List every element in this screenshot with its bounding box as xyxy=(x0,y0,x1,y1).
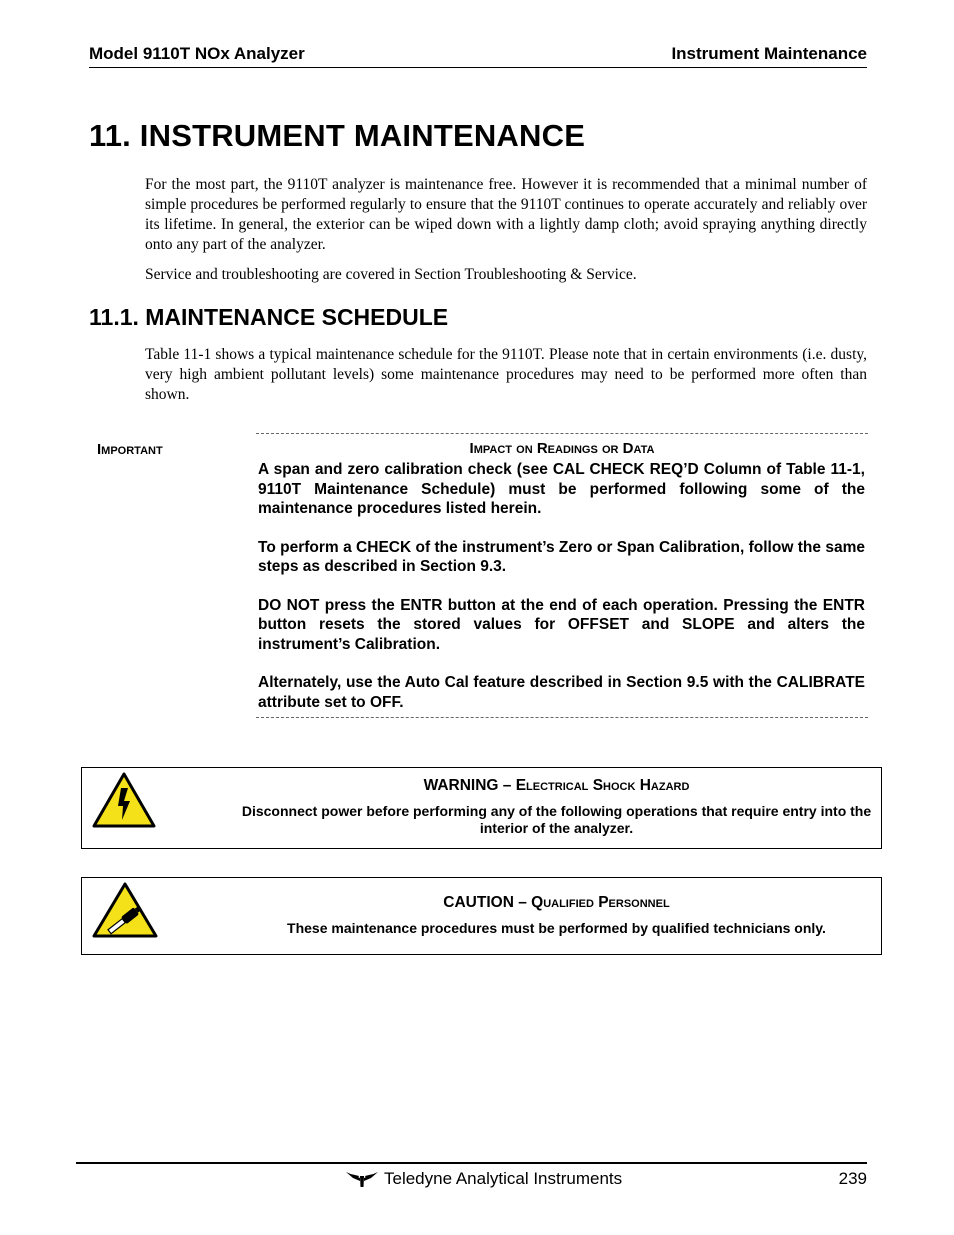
important-title: Impact on Readings or Data xyxy=(469,440,655,457)
intro-paragraph-2: Service and troubleshooting are covered in Section Troubleshooting & Service. xyxy=(145,266,637,283)
chapter-title: 11. INSTRUMENT MAINTENANCE xyxy=(89,118,586,153)
footer-rule xyxy=(76,1162,867,1164)
section-title: 11.1. MAINTENANCE SCHEDULE xyxy=(89,304,449,330)
important-bottom-divider xyxy=(256,717,868,718)
caution-box xyxy=(81,877,882,955)
page-number: 239 xyxy=(838,1169,867,1188)
important-paragraph-2: To perform a CHECK of the instrument’s Zero or Span Calibration, follow the same steps as described in Section 9.3. xyxy=(258,538,865,575)
electrical-hazard-icon xyxy=(91,771,157,834)
caution-text: These maintenance procedures must be performed by qualified technicians only. xyxy=(287,920,826,936)
teledyne-logo-icon xyxy=(345,1170,379,1193)
footer-company: Teledyne Analytical Instruments xyxy=(384,1169,623,1188)
important-paragraph-3: DO NOT press the ENTR button at the end of each operation. Pressing the ENTR button resets the stored values for OFFSET and SLOPE and alters the instrument’s Calibration. xyxy=(258,596,865,653)
running-header-left: Model 9110T NOx Analyzer xyxy=(89,44,305,63)
warning-title: WARNING – Electrical Shock Hazard xyxy=(423,777,690,794)
section-paragraph: Table 11-1 shows a typical maintenance schedule for the 9110T. Please note that in certain environments (i.e. dusty, very high ambient pollutant levels) some maintenance procedures may need to be performed more often than shown. xyxy=(145,346,867,403)
caution-title: CAUTION – Qualified Personnel xyxy=(443,894,670,911)
important-paragraph-4: Alternately, use the Auto Cal feature described in Section 9.5 with the CALIBRATE attribute set to OFF. xyxy=(258,674,865,711)
intro-paragraph-1: For the most part, the 9110T analyzer is maintenance free. However it is recommended that a minimal number of simple procedures be performed regularly to ensure that the 9110T continues to operate accurately and reliably over its lifetime. In general, the exterior can be wiped down with a lightly damp cloth; avoid spraying anything directly onto any part of the analyzer. xyxy=(145,176,867,253)
important-body xyxy=(258,460,865,731)
important-label: Important xyxy=(97,441,163,458)
important-paragraph-1: A span and zero calibration check (see CAL CHECK REQ’D Column of Table 11-1, 9110T Maintenance Schedule) must be performed following some of the maintenance procedures listed herein. xyxy=(258,461,865,517)
header-rule xyxy=(89,67,867,68)
important-top-divider xyxy=(256,433,868,434)
screwdriver-caution-icon xyxy=(91,881,159,944)
running-header-right: Instrument Maintenance xyxy=(671,44,867,63)
warning-text: Disconnect power before performing any of the following operations that require entry into the interior of the analyzer. xyxy=(241,803,872,836)
warning-box xyxy=(81,767,882,849)
